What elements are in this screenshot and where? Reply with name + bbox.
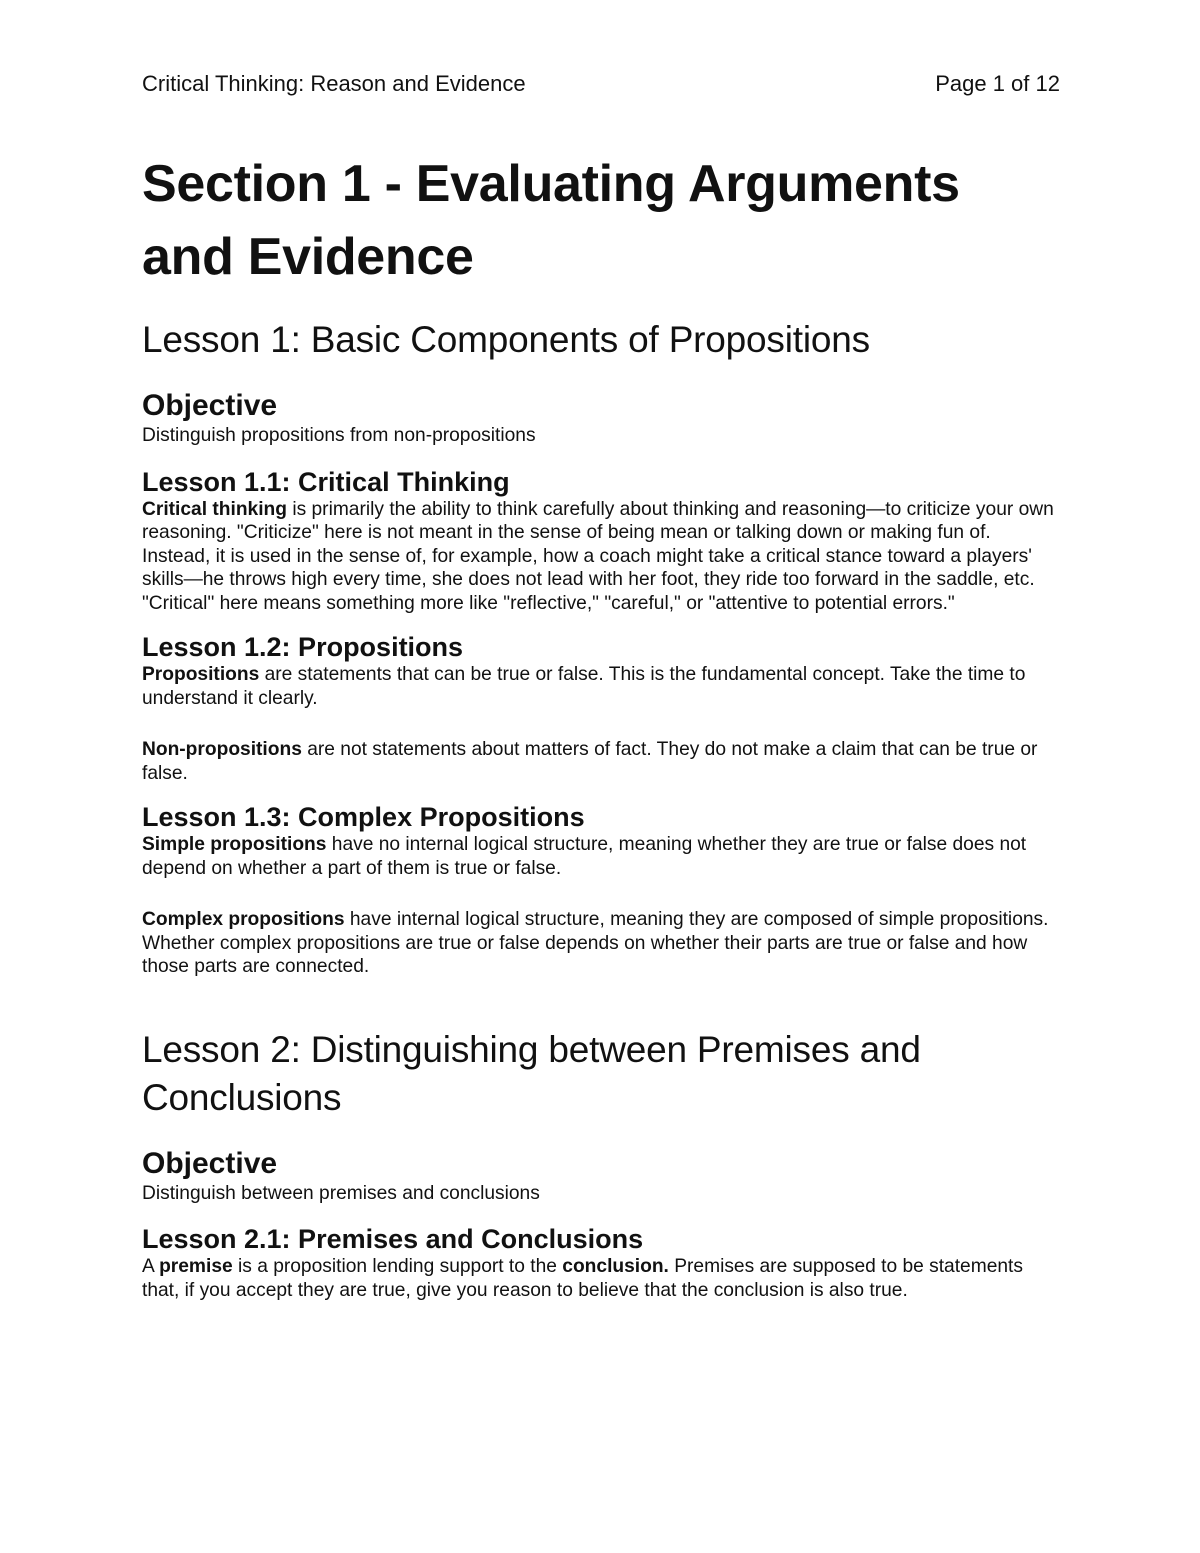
lesson-2-1-mid: is a proposition lending support to the [232, 1256, 563, 1277]
lesson-1-objective-text: Distinguish propositions from non-propositions [142, 425, 536, 446]
document-body [142, 148, 1060, 1302]
lesson-1-title: Lesson 1: Basic Components of Propositions [142, 319, 870, 360]
term-non-propositions: Non-propositions [142, 739, 302, 760]
lesson-1-objective-heading: Objective [142, 389, 278, 422]
section-title: Section 1 - Evaluating Arguments and Evidence [142, 155, 960, 286]
lesson-2-objective-text: Distinguish between premises and conclusions [142, 1182, 540, 1204]
lesson-1-3-paragraph-1 [142, 833, 1060, 880]
term-critical-thinking: Critical thinking [142, 498, 287, 520]
term-premise: premise [159, 1256, 233, 1277]
lesson-2-1-title: Lesson 2.1: Premises and Conclusions [142, 1224, 644, 1254]
lesson-1-3-text-1: have no internal logical structure, meaning whether they are true or false does not depend on whether a part of them is true or false. [142, 834, 1027, 879]
lesson-1-3-title: Lesson 1.3: Complex Propositions [142, 802, 585, 832]
lesson-1-3-paragraph-2 [142, 908, 1060, 979]
page-number: Page 1 of 12 [935, 71, 1060, 96]
lesson-1-1-text: is primarily the ability to think carefully about thinking and reasoning—to criticize your own reasoning. "Criticize" here is not meant in the sense of being mean or talking down or making fun of. Instead, it is used in the sense of, for example, how a coach might take a critical stance toward a players' skills—he throws high every time, she does not lead with her foot, they ride too forward in the saddle, etc. "Critical" here means something more like "reflective," "careful," or "attentive to potential errors." [142, 498, 1054, 614]
lesson-1-2-paragraph-2 [142, 738, 1060, 785]
lesson-2-1-text: Premises are supposed to be statements that, if you accept they are true, give you reason to believe that the conclusion is also true. [142, 1256, 1023, 1301]
lesson-1-2-text-1: are statements that can be true or false. This is the fundamental concept. Take the time to understand it clearly. [142, 664, 1026, 709]
lesson-1-3-text-2: have internal logical structure, meaning they are composed of simple propositions. Whether complex propositions are true or false depends on whether their parts are true or false and how those parts are connected. [142, 909, 1049, 977]
term-simple-propositions: Simple propositions [142, 834, 327, 855]
lesson-1-1-paragraph [142, 498, 1060, 616]
lesson-2-1-lead: A [142, 1256, 160, 1277]
lesson-1-2-text-2: are not statements about matters of fact. They do not make a claim that can be true or false. [142, 739, 1038, 784]
lesson-2-title: Lesson 2: Distinguishing between Premises and Conclusions [142, 1028, 921, 1118]
term-conclusion: conclusion. [562, 1256, 669, 1277]
lesson-1-1-title: Lesson 1.1: Critical Thinking [142, 466, 510, 497]
term-complex-propositions: Complex propositions [142, 909, 345, 930]
document-title: Critical Thinking: Reason and Evidence [142, 71, 526, 96]
lesson-2-objective-heading: Objective [142, 1146, 278, 1180]
lesson-1-2-title: Lesson 1.2: Propositions [142, 632, 464, 662]
term-propositions: Propositions [142, 664, 260, 685]
lesson-1-2-paragraph-1 [142, 663, 1060, 710]
lesson-2-1-paragraph [142, 1255, 1060, 1302]
